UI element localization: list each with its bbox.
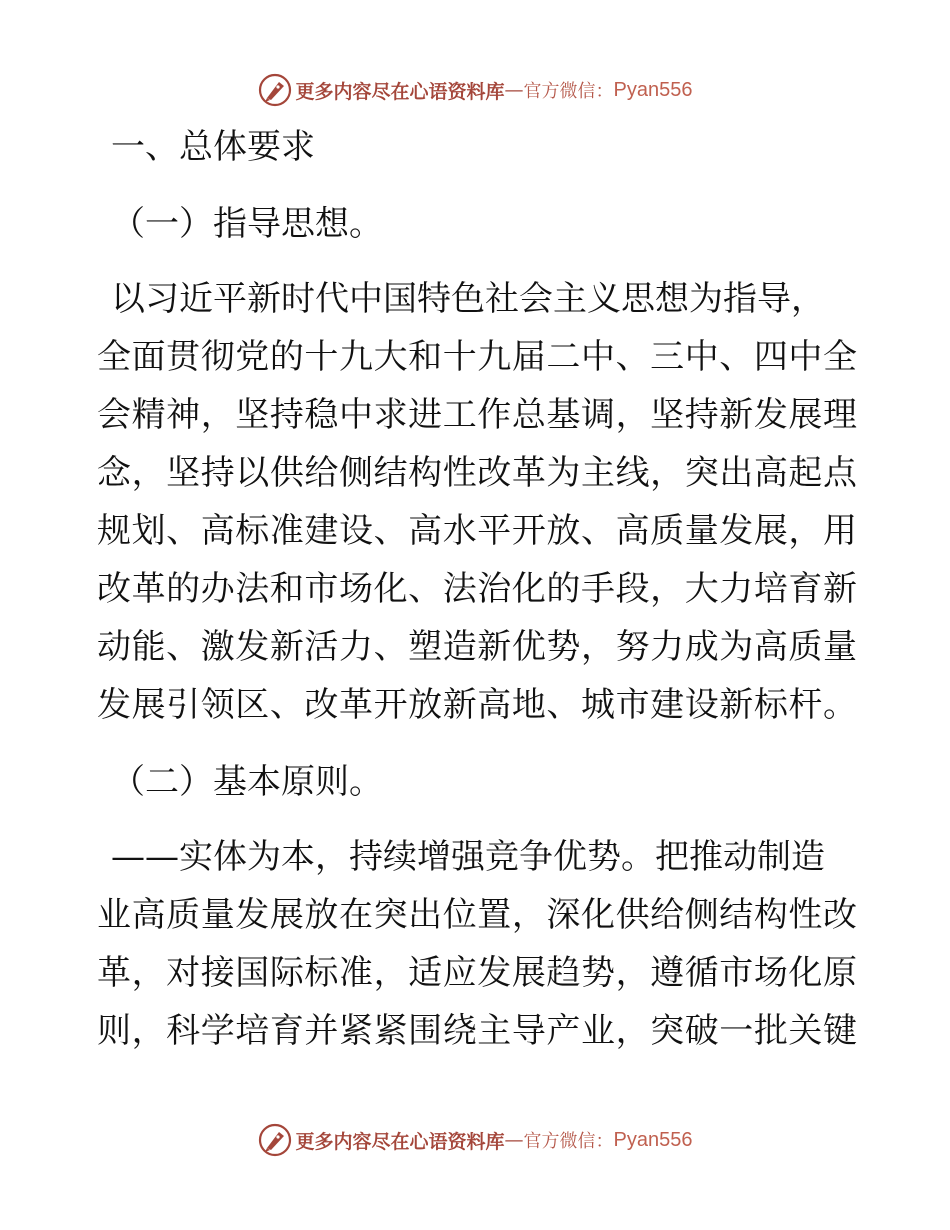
watermark-label: 官方微信： [523,81,614,102]
watermark-separator: — [504,79,524,101]
paragraph-line: ——实体为本，持续增强竞争优势。把推动制造 [111,837,825,877]
watermark-brand: 更多内容尽在心语资料库 [295,80,505,103]
document-heading: 一、总体要求 [111,127,315,167]
paragraph-line: 发展引领区、改革开放新高地、城市建设新标杆。 [97,685,857,725]
paragraph-line: 会精神，坚持稳中求进工作总基调，坚持新发展理 [97,395,857,435]
paragraph-line: 改革的办法和市场化、法治化的手段，大力培育新 [97,569,857,609]
paragraph-line: 则，科学培育并紧紧围绕主导产业，突破一批关键 [97,1011,857,1051]
watermark-brand: 更多内容尽在心语资料库 [295,1130,505,1153]
paragraph-line: 全面贯彻党的十九大和十九届二中、三中、四中全 [97,337,857,377]
paragraph-line: 革，对接国际标准，适应发展趋势，遵循市场化原 [97,953,857,993]
paragraph-line: 以习近平新时代中国特色社会主义思想为指导， [111,279,825,319]
document-body [97,118,857,1060]
pen-nib-logo-icon [258,1123,292,1157]
header-watermark [0,70,950,110]
watermark-separator: — [504,1129,524,1151]
footer-watermark [0,1120,950,1160]
paragraph-line: 业高质量发展放在突出位置，深化供给侧结构性改 [97,895,857,935]
watermark-id: Pyan556 [613,1128,693,1151]
section-heading-guiding-ideology: （一）指导思想。 [111,204,383,244]
paragraph-line: 规划、高标准建设、高水平开放、高质量发展，用 [97,511,857,551]
paragraph-line: 念，坚持以供给侧结构性改革为主线，突出高起点 [97,453,857,493]
watermark-id: Pyan556 [613,78,693,101]
pen-nib-logo-icon [258,73,292,107]
section-heading-basic-principles: （二）基本原则。 [111,762,383,802]
watermark-label: 官方微信： [523,1131,614,1152]
paragraph-line: 动能、激发新活力、塑造新优势，努力成为高质量 [97,627,857,667]
